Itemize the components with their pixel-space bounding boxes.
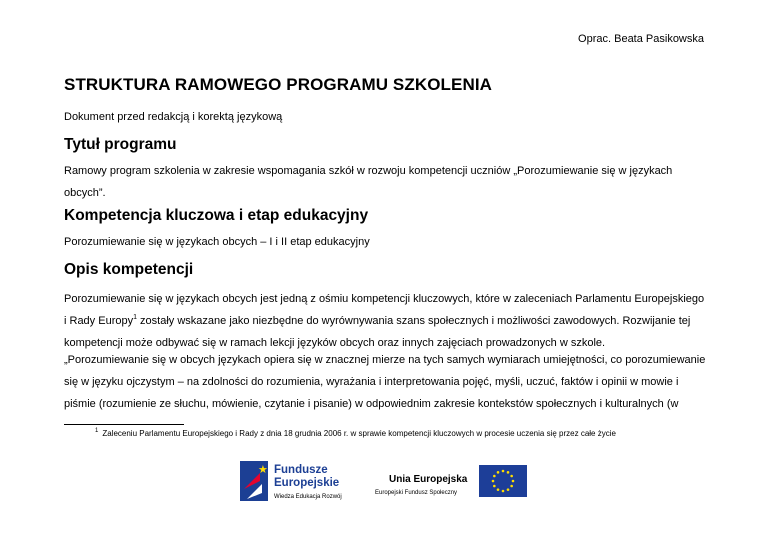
heading-key-competence: Kompetencja kluczowa i etap edukacyjny (64, 207, 369, 224)
key-competence-text (64, 231, 714, 253)
text-line: się w języku ojczystym – na zdolności do rozumienia, wyrażania i interpretowania pojęć, myśli, uczuć, faktów i opinii w mowie i (64, 376, 679, 388)
fe-logo-line1: Fundusze (274, 464, 328, 476)
text-line: Ramowy program szkolenia w zakresie wspomagania szkół w rozwoju kompetencji uczniów „Porozumiewanie się w językach (64, 165, 673, 177)
heading-competence-description: Opis kompetencji (64, 261, 194, 278)
footnote-separator (64, 424, 184, 425)
ue-logo-line1: Unia Europejska (389, 474, 468, 485)
eu-star-icon (493, 475, 496, 478)
competence-paragraph-2 (64, 349, 714, 415)
footnote (95, 429, 616, 438)
fe-logo-line3: Wiedza Edukacja Rozwój (274, 494, 342, 500)
competence-paragraph-1 (64, 288, 714, 354)
fundusze-europejskie-logo (240, 461, 342, 501)
program-title-text (64, 160, 714, 204)
eu-star-icon (507, 471, 510, 474)
text-fragment: i Rady Europy (64, 315, 134, 327)
text-line: „Porozumiewanie się w obcych językach opiera się w znacznej mierze na tych samych wymiarach umiejętności, co porozumiewanie (64, 354, 706, 366)
eu-star-icon (510, 475, 513, 478)
text-fragment: zostały wskazane jako niezbędne do wyrównywania szans społecznych i możliwości zawodowych. Rozwijanie tej (137, 315, 691, 327)
text-line: obcych”. (64, 187, 106, 199)
footnote-number: 1 (95, 428, 99, 434)
eu-star-icon (510, 485, 513, 488)
eu-star-icon (497, 488, 500, 491)
text-line (64, 310, 714, 332)
funding-logos (238, 459, 528, 505)
eu-star-icon (492, 480, 495, 483)
fe-logo-star-icon: ★ (258, 463, 268, 476)
author-credit: Oprac. Beata Pasikowska (578, 33, 704, 45)
eu-star-icon (507, 488, 510, 491)
eu-star-icon (502, 470, 505, 473)
eu-star-icon (502, 490, 505, 493)
fe-logo-line2: Europejskie (274, 477, 340, 489)
ue-logo-line2: Europejski Fundusz Społeczny (375, 490, 458, 496)
document-title: STRUKTURA RAMOWEGO PROGRAMU SZKOLENIA (64, 75, 493, 94)
heading-program-title: Tytuł programu (64, 136, 177, 153)
eu-star-icon (512, 480, 515, 483)
draft-note: Dokument przed redakcją i korektą językową (64, 111, 283, 123)
text-line: kompetencji może odbywać się w ramach lekcji języków obcych oraz innych zajęciach prowadzonych w szkole. (64, 337, 606, 349)
eu-star-icon (497, 471, 500, 474)
text-line: Porozumiewanie się w językach obcych – I i II etap edukacyjny (64, 236, 370, 248)
footnote-ref[interactable]: 1 (133, 314, 137, 321)
footnote-text: Zaleceniu Parlamentu Europejskiego i Rady z dnia 18 grudnia 2006 r. w sprawie kompetencji kluczowych w procesie uczenia się przez całe życie (102, 429, 616, 438)
eu-star-icon (493, 485, 496, 488)
text-line: piśmie (rozumienie ze słuchu, mówienie, czytanie i pisanie) w odpowiednim zakresie kontekstów społecznych i kulturalnych (w (64, 398, 679, 410)
text-line: Porozumiewanie się w językach obcych jest jedną z ośmiu kompetencji kluczowych, które w zaleceniach Parlamentu Europejskiego (64, 293, 705, 305)
unia-europejska-logo (375, 465, 527, 497)
